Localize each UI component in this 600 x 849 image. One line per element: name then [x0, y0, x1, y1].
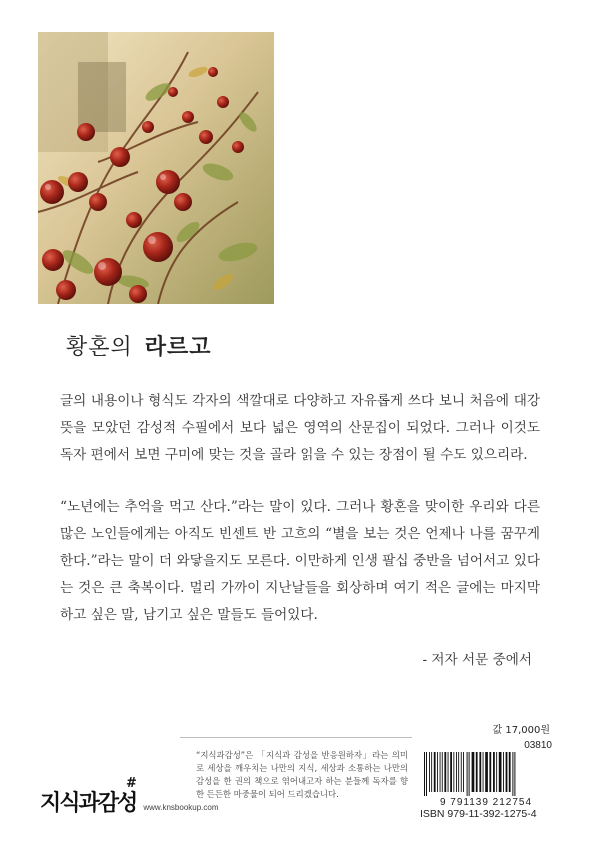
rosehip-photo-illustration [38, 32, 274, 304]
publisher-logo-mark: # [126, 776, 137, 791]
barcode-bar [450, 752, 452, 792]
barcode-bar [496, 752, 497, 792]
barcode-bar [458, 752, 459, 792]
barcode-bar [512, 752, 513, 796]
price-label: 값 17,000원 [492, 725, 550, 736]
barcode-bar [426, 752, 427, 796]
barcode-bar [461, 752, 462, 792]
barcode-bar [476, 752, 478, 792]
barcode-bar [456, 752, 457, 792]
back-cover-text [60, 388, 540, 629]
barcode-bar [453, 752, 454, 792]
barcode-bars [424, 752, 548, 796]
publisher-logo [40, 776, 219, 817]
barcode-bar [467, 752, 468, 796]
barcode-bar [437, 752, 438, 792]
cover-photo [38, 32, 274, 304]
barcode-bar [503, 752, 504, 792]
barcode-bar [434, 752, 436, 792]
publisher-logo-text: 지식과감성 [40, 791, 137, 816]
barcode-bar [440, 752, 441, 792]
barcode-bar [479, 752, 481, 792]
title-prefix: 황혼의 [66, 335, 133, 360]
barcode-bar [506, 752, 508, 792]
barcode-bar [448, 752, 449, 792]
title-main: 라르고 [144, 335, 212, 360]
isbn-label: ISBN 979-11-392-1275-4 [420, 808, 537, 820]
barcode-bar [431, 752, 432, 792]
barcode-bar [469, 752, 470, 796]
barcode-bar [485, 752, 488, 792]
barcode-bar [499, 752, 502, 792]
barcode-bar [442, 752, 443, 792]
barcode-bar [472, 752, 475, 792]
footer-divider [180, 737, 412, 738]
quote-paragraph: “노년에는 추억을 먹고 산다.”라는 말이 있다. 그러나 황혼을 맞이한 우리와 다른 많은 노인들에게는 아직도 빈센트 반 고흐의 “별을 보는 것은 언제나 나를 꿈꾸게 한다.”라는 말이 더 와닿을지도 모른다. 이만하게 인생 팔십 중반을 넘어서고 있다는 것은 큰 축복이다. 멀리 가까이 지난날들을 회상하며 여기 적은 글에는 마지막 하고 싶은 말, 남기고 싶은 말들도 들어있다. [60, 499, 540, 623]
barcode-bar [493, 752, 495, 792]
book-title [66, 330, 212, 361]
barcode-bar [489, 752, 491, 792]
barcode-bar [463, 752, 464, 792]
barcode-bar [509, 752, 511, 792]
barcode-bar [429, 752, 430, 792]
excerpt-source: - 저자 서문 중에서 [422, 652, 532, 668]
addon-code: 03810 [524, 740, 552, 751]
publisher-description: “지식과감성”은 「지식과 감성을 반응원하자」라는 의미로 세상을 깨우치는 나만의 지식, 세상과 소통하는 나만의 감성을 한 권의 책으로 엮어내고자 하는 분들께 독자를 향한 든든한 마중물이 되어 드리겠습니다. [196, 750, 408, 799]
barcode-bar [514, 752, 515, 796]
barcode-bar [444, 752, 446, 792]
barcode-number: 9 791139 212754 [439, 797, 533, 808]
barcode-bar [483, 752, 484, 792]
intro-paragraph: 글의 내용이나 형식도 각자의 색깔대로 다양하고 자유롭게 쓰다 보니 처음에 대강 뜻을 모았던 감성적 수필에서 보다 넓은 영역의 산문집이 되었다. 그러나 이것도 독자 편에서 보면 구미에 맞는 것을 골라 읽을 수 있는 장점이 될 수도 있으리라. [60, 393, 540, 463]
publisher-url: www.knsbookup.com [143, 803, 219, 812]
barcode-bar [424, 752, 425, 796]
